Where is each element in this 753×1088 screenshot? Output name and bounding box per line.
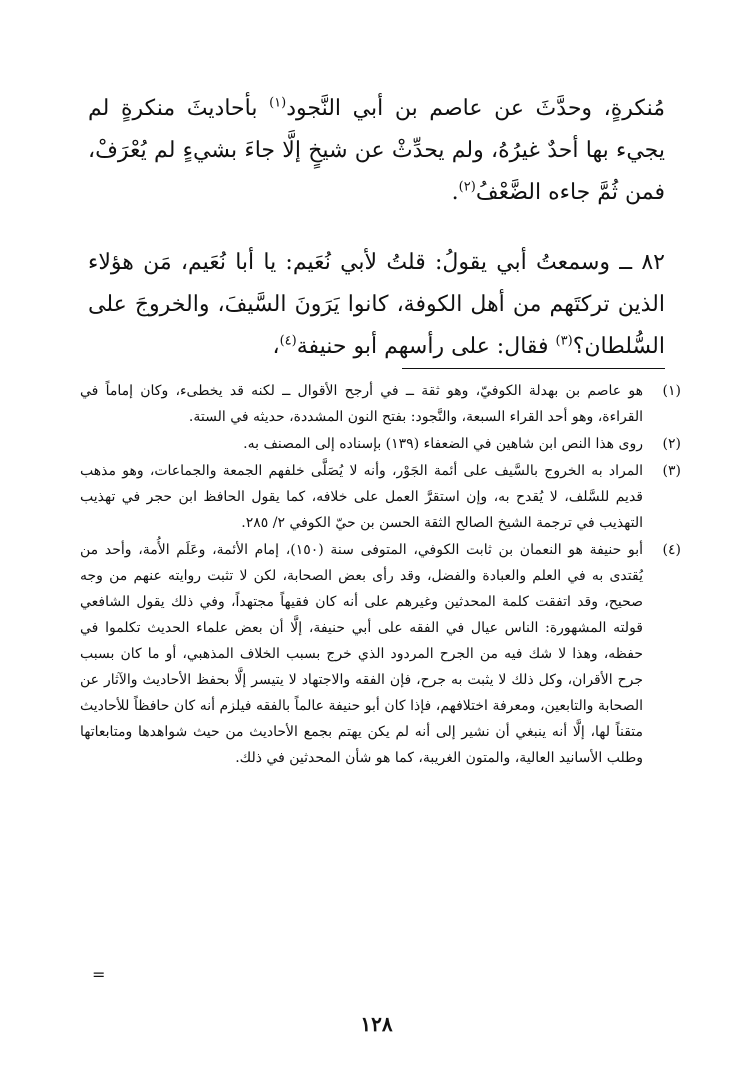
continuation-mark: = bbox=[92, 965, 106, 984]
footnote-text bbox=[80, 431, 643, 457]
paragraph-1 bbox=[88, 88, 665, 214]
footnote-line: روى هذا النص ابن شاهين في الضعفاء (١٣٩) بإسناده إلى المصنف به. bbox=[243, 436, 643, 452]
footnote-2 bbox=[80, 431, 681, 457]
footnote-number: (١) bbox=[662, 383, 681, 399]
paragraph-1-text-c: . bbox=[451, 180, 459, 205]
footnote-1 bbox=[80, 378, 681, 430]
main-text bbox=[88, 88, 665, 368]
footnote-number: (٣) bbox=[662, 463, 681, 479]
footnote-number: (٢) bbox=[662, 436, 681, 452]
footnote-line: المراد به الخروج بالسَّيف على أئمة الجَوْر، وأنه لا يُصَلَّى خلفهم الجمعة والجماعات، وهو مذهب قديم للسَّلف، لا يُقدح به، وإن استقرَّ العمل على خلافه، كما يقول الحافظ ابن حجر في تهذيب التهذيب في ترجمة الشيخ الصالح الثقة الحسن بن حيّ الكوفي ٢/ ٢٨٥. bbox=[80, 463, 643, 531]
paragraph-1-text-a: مُنكرةٍ، وحدَّثَ عن عاصم بن أبي النَّجود bbox=[286, 96, 665, 121]
footnote-separator bbox=[402, 368, 665, 369]
paragraph-2-text-b: فقال: على رأسهم أبو حنيفة bbox=[296, 334, 556, 359]
footnote-ref-2: (٢) bbox=[458, 179, 476, 195]
footnotes bbox=[80, 378, 681, 772]
paragraph-2 bbox=[88, 242, 665, 368]
footnote-3 bbox=[80, 458, 681, 536]
footnote-ref-1: (١) bbox=[269, 95, 287, 111]
footnote-line: أبو حنيفة هو النعمان بن ثابت الكوفي، المتوفى سنة (١٥٠)، إمام الأئمة، وعَلَم الأُمة، وأحد من يُقتدى به في العلم والعبادة والفضل، وقد رأى بعض الصحابة، لكن لا تثبت روايته عنهم من وجه صحيح، وقد اتفقت كلمة المحدثين وغيرهم على أنه كان فقيهاً مجتهداً، وفي ذلك يقول الشافعي قولته المشهورة: الناس عيال في الفقه على أبي حنيفة، إلَّا أن بعض علماء الحديث تكلموا في حفظه، وهذا لا شك فيه من الجرح المردود الذي خرج بسبب الخلاف المذهبي، أو ما كان بسبب جرح الأقران، وكل ذلك لا يثبت به جرح، فإن الفقه والاجتهاد لا يتيسر إلَّا بحفظ الأحاديث والآثار عن الصحابة والتابعين، ومعرفة اختلافهم، فإذا كان أبو حنيفة عالماً بالفقه فيلزم أنه كان حافظاً للأحاديث متقناً لها، إلَّا أنه ينبغي أن نشير إلى أنه لم يكن يهتم بجمع الأحاديث من حيث شواهدها ومتابعاتها وطلب الأسانيد العالية، والمتون الغريبة، كما هو شأن المحدثين في ذلك. bbox=[80, 542, 644, 766]
footnote-number: (٤) bbox=[662, 542, 681, 558]
footnote-line: هو عاصم بن بهدلة الكوفيّ، وهو ثقة ــ في أرجح الأقوال ــ لكنه قد يخطىء، وكان إماماً في القراءة، وهو أحد القراء السبعة، والنَّجود: بفتح النون المشددة، حديثه في الستة. bbox=[80, 383, 643, 425]
footnote-text bbox=[80, 458, 643, 536]
footnote-4 bbox=[80, 537, 681, 771]
paragraph-1-text-b: بأحاديثَ منكرةٍ لم يجيء بها أحدٌ غيرُهُ، ولم يحدِّثْ عن شيخٍ إلَّا جاءَ بشيءٍ لم يُعْرَفْ، فمن ثُمَّ جاءه الضَّعْفُ bbox=[88, 96, 665, 205]
footnote-text bbox=[80, 378, 643, 430]
footnote-ref-3: (٣) bbox=[555, 333, 573, 349]
footnote-text bbox=[80, 537, 643, 771]
footnote-ref-4: (٤) bbox=[279, 333, 297, 349]
paragraph-2-text-a: ٨٢ ــ وسمعتُ أبي يقولُ: قلتُ لأبي نُعَيم: يا أبا نُعَيم، مَن هؤلاء الذين تركتَهم من أهل الكوفة، كانوا يَرَونَ السَّيفَ، والخروجَ على السُّلطان؟ bbox=[88, 250, 665, 359]
paragraph-2-text-c: ، bbox=[272, 334, 280, 359]
page-number: ١٢٨ bbox=[360, 1012, 393, 1036]
